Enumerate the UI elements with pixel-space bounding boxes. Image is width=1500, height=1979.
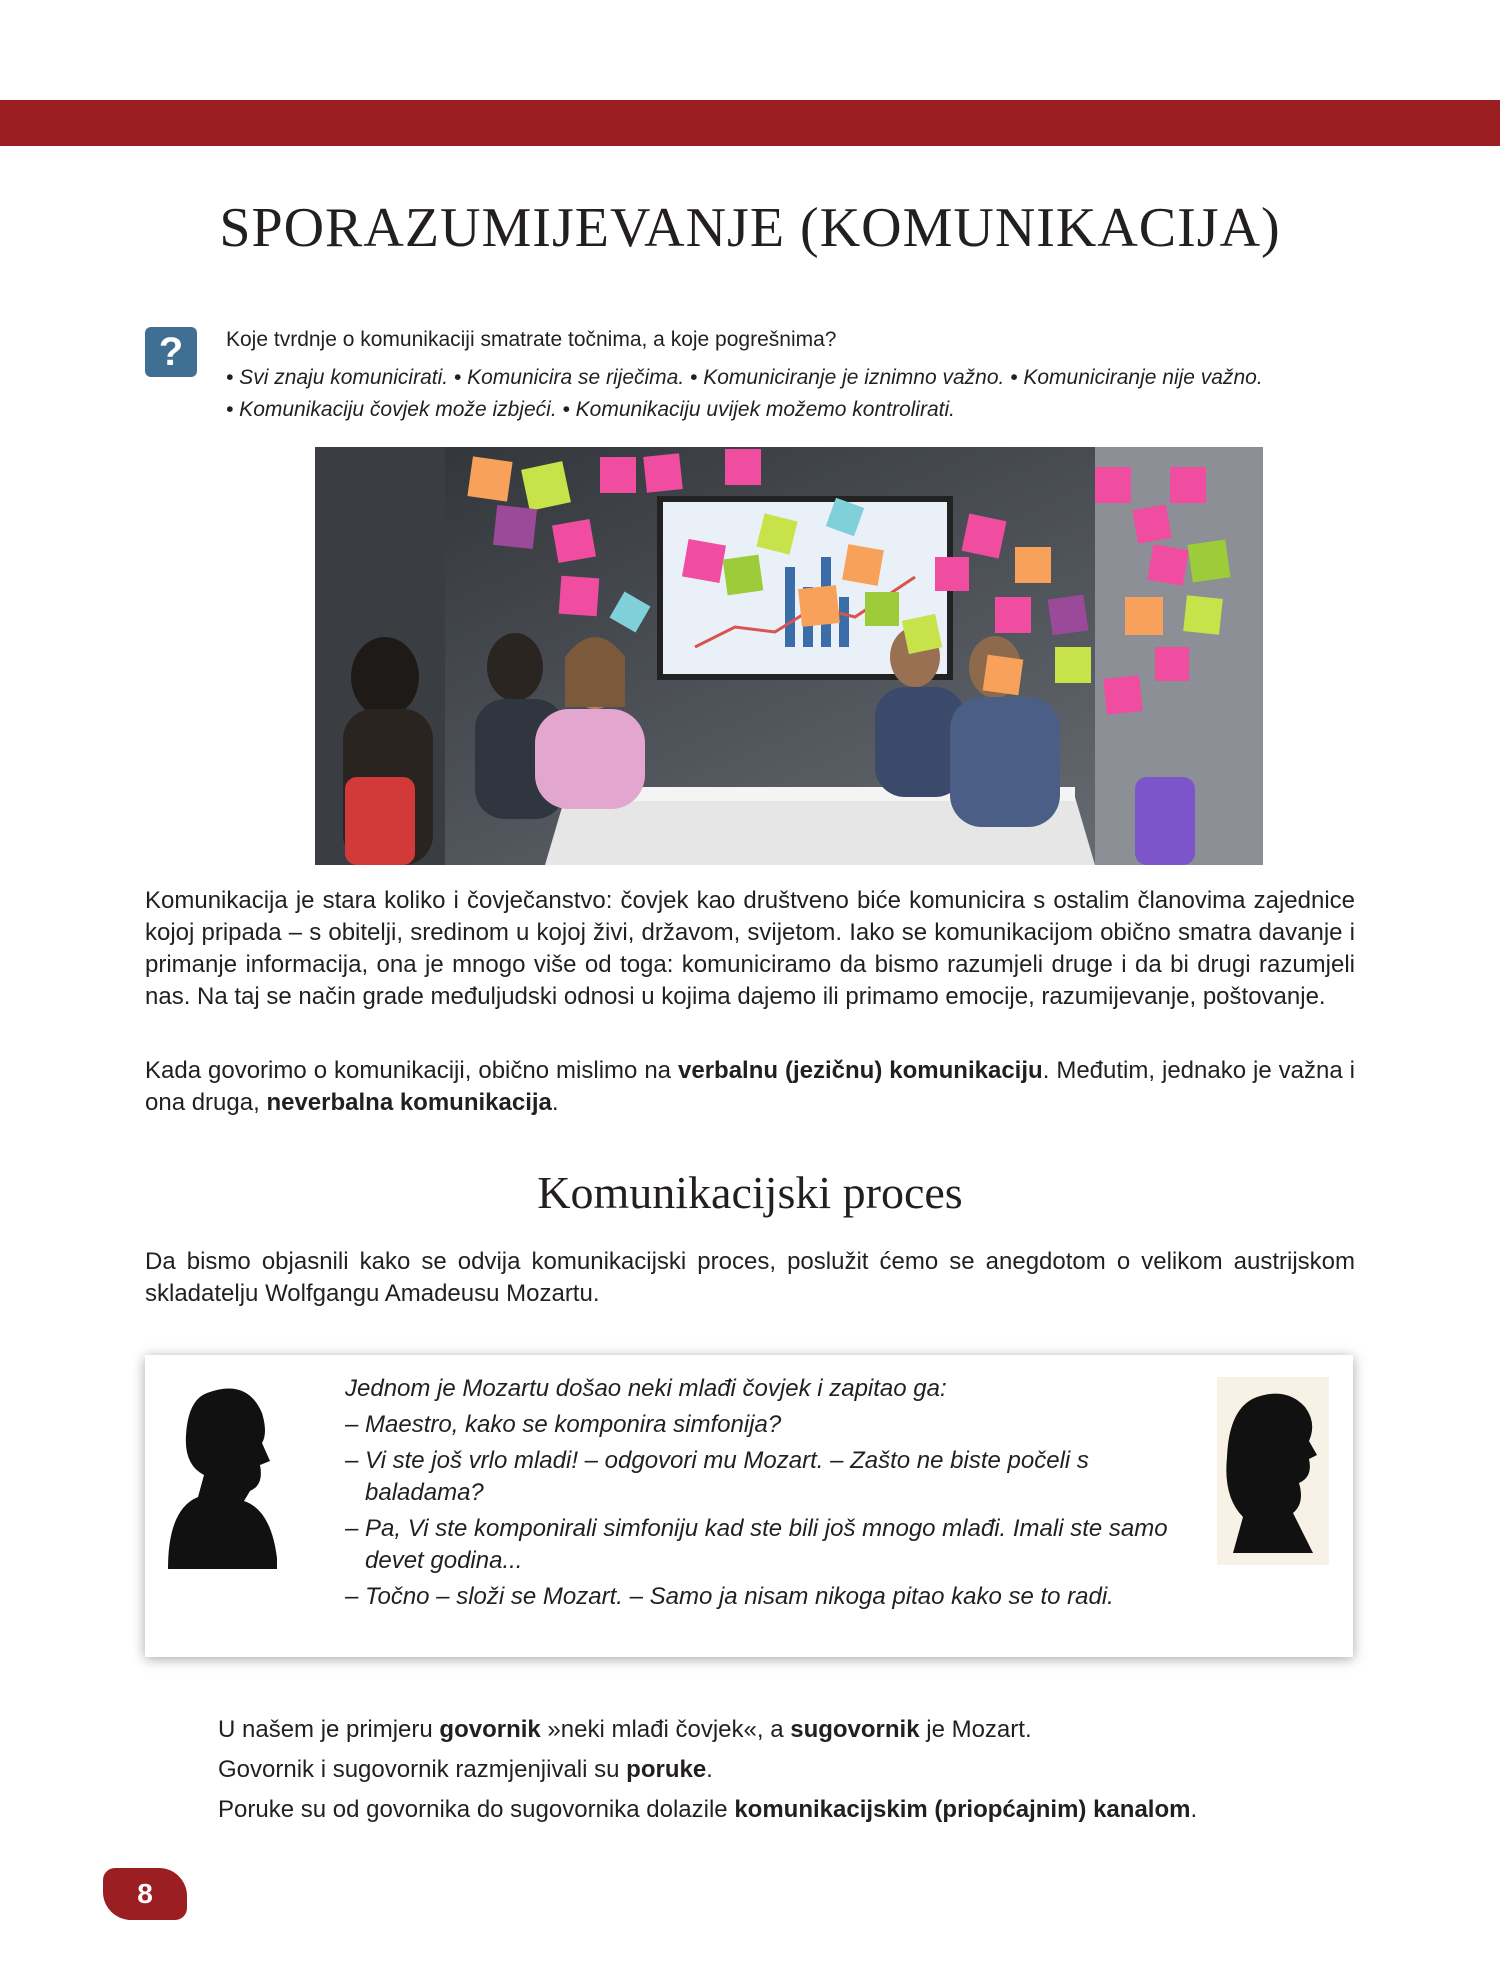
question-lead: Koje tvrdnje o komunikaciji smatrate točnima, a koje pogrešnima? xyxy=(226,328,837,351)
term-listener: sugovornik xyxy=(790,1716,920,1743)
mozart-silhouette xyxy=(1217,1377,1329,1565)
header-band xyxy=(0,100,1500,146)
term-messages: poruke xyxy=(626,1756,707,1783)
meeting-photo-illustration xyxy=(315,447,1263,865)
anecdote-line-2: – Maestro, kako se komponira simfonija? xyxy=(345,1411,782,1438)
summary-text: Govornik i sugovornik razmjenjivali su xyxy=(218,1756,627,1783)
anecdote-line-4: – Pa, Vi ste komponirali simfoniju kad ste bili još mnogo mlađi. Imali ste samo devet godina... xyxy=(345,1515,1168,1574)
intro-p2-text-2: . Međutim, jednako je važna i ona druga, xyxy=(145,1057,1356,1116)
summary-text: »neki mlađi čovjek«, a xyxy=(540,1716,791,1743)
question-statements xyxy=(226,362,1366,426)
section-paragraph: Da bismo objasnili kako se odvija komunikacijski proces, poslužit ćemo se anegdotom o velikom austrijskom skladatelju Wolfgangu Amadeusu Mozartu. xyxy=(145,1248,1355,1307)
section-heading: Komunikacijski proces xyxy=(537,1167,963,1218)
term-speaker: govornik xyxy=(439,1716,541,1743)
summary-text: je Mozart. xyxy=(919,1716,1032,1743)
anecdote-line-1: Jednom je Mozartu došao neki mlađi čovjek i zapitao ga: xyxy=(345,1375,947,1402)
statements-line-1: • Svi znaju komunicirati. • Komunicira se riječima. • Komuniciranje je iznimno važno. • Komuniciranje nije važno. xyxy=(226,366,1263,389)
summary-text: U našem je primjeru xyxy=(218,1716,440,1743)
anecdote-line-5: – Točno – složi se Mozart. – Samo ja nisam nikoga pitao kako se to radi. xyxy=(345,1583,1114,1610)
summary-line-2 xyxy=(218,1750,1197,1790)
statements-line-2: • Komunikaciju čovjek može izbjeći. • Komunikaciju uvijek možemo kontrolirati. xyxy=(226,398,955,421)
anecdote-text xyxy=(345,1373,1175,1617)
page-title: SPORAZUMIJEVANJE (KOMUNIKACIJA) xyxy=(219,197,1281,259)
anecdote-box xyxy=(145,1355,1353,1657)
term-verbal-communication: verbalnu (jezičnu) komunikaciju xyxy=(678,1057,1043,1084)
intro-paragraph-2 xyxy=(145,1055,1355,1119)
intro-paragraph-1: Komunikacija je stara koliko i čovječanstvo: čovjek kao društveno biće komunicira s ostalim članovima zajednice kojoj pripada – s obitelji, sredinom u kojoj živi, državom, svijetom. Iako se komunikacijom obično smatra davanje i primanje informacija, ona je mnogo više od toga: komuniciramo da bismo razumjeli druge i da bi drugi razumjeli nas. Na taj se način grade međuljudski odnosi u kojima dajemo ili primamo emocije, razumijevanje, poštovanje. xyxy=(145,887,1355,1010)
meeting-photo xyxy=(315,447,1263,865)
intro-p2-text: Kada govorimo o komunikaciji, obično mislimo na xyxy=(145,1057,678,1084)
summary xyxy=(218,1710,1197,1830)
term-channel: komunikacijskim (priopćajnim) kanalom xyxy=(734,1796,1191,1823)
summary-text: . xyxy=(1190,1796,1198,1823)
page-number: 8 xyxy=(103,1868,187,1920)
summary-line-3 xyxy=(218,1790,1197,1830)
term-nonverbal-communication: neverbalna komunikacija xyxy=(266,1089,552,1116)
anecdote-line-3: – Vi ste još vrlo mladi! – odgovori mu Mozart. – Zašto ne biste počeli s baladama? xyxy=(345,1447,1089,1506)
question-icon: ? xyxy=(145,327,197,377)
summary-text: . xyxy=(706,1756,713,1783)
intro-p2-end: . xyxy=(551,1089,559,1116)
summary-text: Poruke su od govornika do sugovornika dolazile xyxy=(218,1796,735,1823)
young-man-silhouette xyxy=(167,1383,277,1569)
summary-line-1 xyxy=(218,1710,1197,1750)
